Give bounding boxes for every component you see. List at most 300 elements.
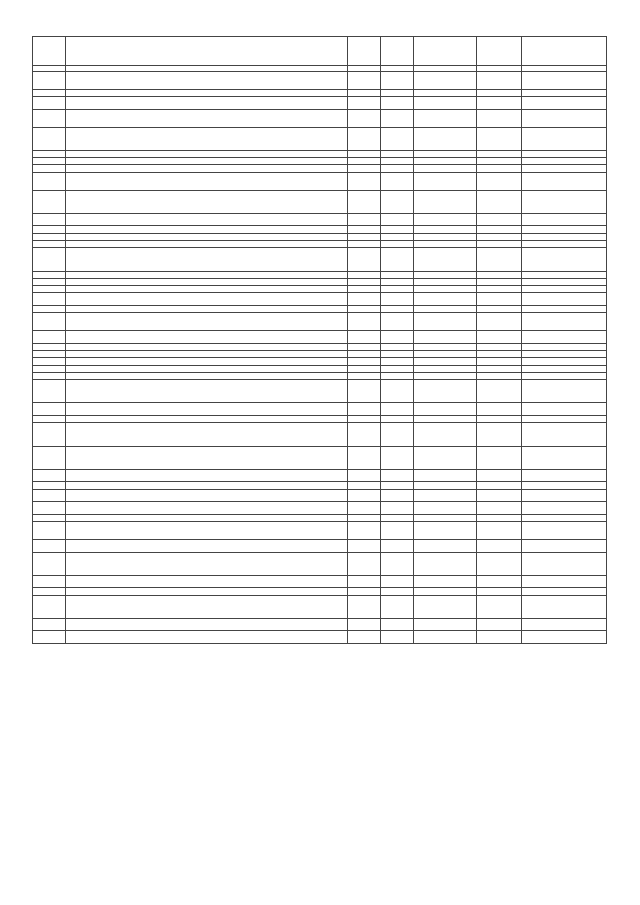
- row-name-cell: [66, 403, 348, 416]
- razdel-cell: [348, 403, 381, 416]
- razdel-cell: [348, 248, 381, 271]
- amount-cell: [522, 539, 607, 552]
- target-article-cell: [414, 127, 477, 150]
- podrazdel-cell: [381, 313, 414, 331]
- row-number-cell: [33, 482, 66, 489]
- table-row: [33, 72, 607, 90]
- table-row: [33, 351, 607, 358]
- podrazdel-cell: [381, 595, 414, 618]
- expense-type-cell: [477, 618, 522, 631]
- row-name-cell: [66, 190, 348, 213]
- row-name-cell: [66, 158, 348, 165]
- podrazdel-cell: [381, 233, 414, 240]
- table-row: [33, 226, 607, 233]
- amount-cell: [522, 241, 607, 248]
- row-name-cell: [66, 165, 348, 172]
- expense-type-cell: [477, 313, 522, 331]
- expense-type-cell: [477, 403, 522, 416]
- table-row: [33, 423, 607, 446]
- podrazdel-cell: [381, 631, 414, 644]
- row-number-cell: [33, 233, 66, 240]
- table-row: [33, 489, 607, 502]
- podrazdel-cell: [381, 502, 414, 515]
- razdel-cell: [348, 109, 381, 127]
- row-name-cell: [66, 575, 348, 588]
- table-row: [33, 313, 607, 331]
- razdel-cell: [348, 165, 381, 172]
- row-name-cell: [66, 271, 348, 278]
- target-article-cell: [414, 489, 477, 502]
- podrazdel-cell: [381, 331, 414, 344]
- podrazdel-cell: [381, 343, 414, 350]
- expense-type-cell: [477, 482, 522, 489]
- table-header-row: [33, 37, 607, 66]
- table-row: [33, 588, 607, 595]
- row-number-cell: [33, 313, 66, 331]
- row-name-cell: [66, 358, 348, 365]
- row-name-cell: [66, 241, 348, 248]
- razdel-cell: [348, 233, 381, 240]
- table-row: [33, 403, 607, 416]
- amount-cell: [522, 190, 607, 213]
- row-number-cell: [33, 539, 66, 552]
- razdel-cell: [348, 423, 381, 446]
- expense-type-cell: [477, 233, 522, 240]
- row-name-cell: [66, 351, 348, 358]
- row-name-cell: [66, 446, 348, 469]
- target-article-cell: [414, 365, 477, 372]
- expense-type-cell: [477, 213, 522, 226]
- row-number-cell: [33, 150, 66, 157]
- table-row: [33, 89, 607, 96]
- razdel-cell: [348, 271, 381, 278]
- table-row: [33, 522, 607, 540]
- amount-cell: [522, 127, 607, 150]
- amount-cell: [522, 158, 607, 165]
- expense-type-cell: [477, 293, 522, 306]
- amount-cell: [522, 165, 607, 172]
- target-article-cell: [414, 72, 477, 90]
- expense-type-cell: [477, 372, 522, 379]
- podrazdel-cell: [381, 241, 414, 248]
- row-number-cell: [33, 618, 66, 631]
- podrazdel-cell: [381, 423, 414, 446]
- row-name-cell: [66, 226, 348, 233]
- target-article-cell: [414, 514, 477, 521]
- podrazdel-cell: [381, 489, 414, 502]
- expense-type-cell: [477, 514, 522, 521]
- header-expense-type: [477, 37, 522, 66]
- razdel-cell: [348, 150, 381, 157]
- amount-cell: [522, 514, 607, 521]
- razdel-cell: [348, 89, 381, 96]
- amount-cell: [522, 618, 607, 631]
- row-number-cell: [33, 286, 66, 293]
- expense-type-cell: [477, 150, 522, 157]
- table-row: [33, 552, 607, 575]
- header-podrazdel: [381, 37, 414, 66]
- razdel-cell: [348, 97, 381, 110]
- expense-type-cell: [477, 190, 522, 213]
- amount-cell: [522, 172, 607, 190]
- razdel-cell: [348, 313, 381, 331]
- row-number-cell: [33, 248, 66, 271]
- razdel-cell: [348, 416, 381, 423]
- table-row: [33, 278, 607, 285]
- table-row: [33, 293, 607, 306]
- row-number-cell: [33, 489, 66, 502]
- razdel-cell: [348, 482, 381, 489]
- row-number-cell: [33, 89, 66, 96]
- amount-cell: [522, 575, 607, 588]
- amount-cell: [522, 278, 607, 285]
- row-number-cell: [33, 380, 66, 403]
- amount-cell: [522, 552, 607, 575]
- row-number-cell: [33, 365, 66, 372]
- razdel-cell: [348, 226, 381, 233]
- expense-type-cell: [477, 552, 522, 575]
- header-target-article: [414, 37, 477, 66]
- expense-type-cell: [477, 489, 522, 502]
- table-row: [33, 165, 607, 172]
- podrazdel-cell: [381, 72, 414, 90]
- header-razdel: [348, 37, 381, 66]
- expense-type-cell: [477, 165, 522, 172]
- expense-type-cell: [477, 89, 522, 96]
- row-number-cell: [33, 575, 66, 588]
- podrazdel-cell: [381, 213, 414, 226]
- target-article-cell: [414, 358, 477, 365]
- target-article-cell: [414, 416, 477, 423]
- podrazdel-cell: [381, 89, 414, 96]
- expense-type-cell: [477, 380, 522, 403]
- amount-cell: [522, 595, 607, 618]
- target-article-cell: [414, 403, 477, 416]
- row-number-cell: [33, 127, 66, 150]
- podrazdel-cell: [381, 97, 414, 110]
- row-number-cell: [33, 514, 66, 521]
- table-row: [33, 127, 607, 150]
- table-body: [33, 72, 607, 644]
- amount-cell: [522, 72, 607, 90]
- target-article-cell: [414, 305, 477, 312]
- amount-cell: [522, 150, 607, 157]
- expense-type-cell: [477, 97, 522, 110]
- podrazdel-cell: [381, 172, 414, 190]
- row-name-cell: [66, 248, 348, 271]
- expense-type-cell: [477, 241, 522, 248]
- row-number-cell: [33, 469, 66, 482]
- podrazdel-cell: [381, 271, 414, 278]
- razdel-cell: [348, 489, 381, 502]
- table-row: [33, 172, 607, 190]
- razdel-cell: [348, 631, 381, 644]
- table-row: [33, 631, 607, 644]
- row-number-cell: [33, 416, 66, 423]
- podrazdel-cell: [381, 416, 414, 423]
- expense-type-cell: [477, 278, 522, 285]
- row-name-cell: [66, 89, 348, 96]
- podrazdel-cell: [381, 380, 414, 403]
- razdel-cell: [348, 305, 381, 312]
- table-row: [33, 380, 607, 403]
- expense-type-cell: [477, 423, 522, 446]
- row-number-cell: [33, 372, 66, 379]
- table-row: [33, 241, 607, 248]
- target-article-cell: [414, 469, 477, 482]
- row-name-cell: [66, 489, 348, 502]
- expense-type-cell: [477, 343, 522, 350]
- row-name-cell: [66, 482, 348, 489]
- row-number-cell: [33, 190, 66, 213]
- razdel-cell: [348, 618, 381, 631]
- expense-type-cell: [477, 109, 522, 127]
- amount-cell: [522, 351, 607, 358]
- row-number-cell: [33, 403, 66, 416]
- target-article-cell: [414, 172, 477, 190]
- table-row: [33, 595, 607, 618]
- amount-cell: [522, 482, 607, 489]
- row-name-cell: [66, 233, 348, 240]
- podrazdel-cell: [381, 158, 414, 165]
- podrazdel-cell: [381, 150, 414, 157]
- target-article-cell: [414, 539, 477, 552]
- row-number-cell: [33, 97, 66, 110]
- amount-cell: [522, 380, 607, 403]
- expense-type-cell: [477, 469, 522, 482]
- expense-type-cell: [477, 575, 522, 588]
- target-article-cell: [414, 158, 477, 165]
- row-number-cell: [33, 631, 66, 644]
- amount-cell: [522, 588, 607, 595]
- row-name-cell: [66, 213, 348, 226]
- podrazdel-cell: [381, 351, 414, 358]
- row-number-cell: [33, 351, 66, 358]
- expense-type-cell: [477, 365, 522, 372]
- row-name-cell: [66, 380, 348, 403]
- podrazdel-cell: [381, 522, 414, 540]
- table-row: [33, 109, 607, 127]
- row-number-cell: [33, 109, 66, 127]
- row-name-cell: [66, 365, 348, 372]
- target-article-cell: [414, 502, 477, 515]
- amount-cell: [522, 293, 607, 306]
- table-row: [33, 358, 607, 365]
- row-name-cell: [66, 278, 348, 285]
- budget-table: [32, 36, 607, 644]
- row-name-cell: [66, 286, 348, 293]
- table-row: [33, 158, 607, 165]
- razdel-cell: [348, 213, 381, 226]
- row-name-cell: [66, 172, 348, 190]
- razdel-cell: [348, 158, 381, 165]
- row-number-cell: [33, 595, 66, 618]
- target-article-cell: [414, 165, 477, 172]
- row-number-cell: [33, 358, 66, 365]
- expense-type-cell: [477, 248, 522, 271]
- amount-cell: [522, 226, 607, 233]
- podrazdel-cell: [381, 482, 414, 489]
- podrazdel-cell: [381, 539, 414, 552]
- table-row: [33, 469, 607, 482]
- podrazdel-cell: [381, 575, 414, 588]
- amount-cell: [522, 248, 607, 271]
- razdel-cell: [348, 331, 381, 344]
- row-number-cell: [33, 278, 66, 285]
- podrazdel-cell: [381, 372, 414, 379]
- target-article-cell: [414, 522, 477, 540]
- row-name-cell: [66, 372, 348, 379]
- row-number-cell: [33, 331, 66, 344]
- row-number-cell: [33, 172, 66, 190]
- row-name-cell: [66, 552, 348, 575]
- amount-cell: [522, 446, 607, 469]
- row-name-cell: [66, 416, 348, 423]
- table-row: [33, 271, 607, 278]
- table-row: [33, 482, 607, 489]
- podrazdel-cell: [381, 552, 414, 575]
- row-name-cell: [66, 522, 348, 540]
- expense-type-cell: [477, 595, 522, 618]
- row-name-cell: [66, 595, 348, 618]
- podrazdel-cell: [381, 365, 414, 372]
- podrazdel-cell: [381, 278, 414, 285]
- document-page: [32, 36, 606, 874]
- row-name-cell: [66, 72, 348, 90]
- expense-type-cell: [477, 351, 522, 358]
- amount-cell: [522, 522, 607, 540]
- table-row: [33, 372, 607, 379]
- target-article-cell: [414, 271, 477, 278]
- table-row: [33, 502, 607, 515]
- row-number-cell: [33, 158, 66, 165]
- razdel-cell: [348, 72, 381, 90]
- target-article-cell: [414, 286, 477, 293]
- table-row: [33, 365, 607, 372]
- amount-cell: [522, 423, 607, 446]
- expense-type-cell: [477, 358, 522, 365]
- row-name-cell: [66, 109, 348, 127]
- row-number-cell: [33, 213, 66, 226]
- row-number-cell: [33, 502, 66, 515]
- expense-type-cell: [477, 588, 522, 595]
- row-number-cell: [33, 423, 66, 446]
- target-article-cell: [414, 575, 477, 588]
- row-name-cell: [66, 331, 348, 344]
- row-number-cell: [33, 552, 66, 575]
- podrazdel-cell: [381, 588, 414, 595]
- row-name-cell: [66, 127, 348, 150]
- row-number-cell: [33, 271, 66, 278]
- target-article-cell: [414, 97, 477, 110]
- table-row: [33, 150, 607, 157]
- target-article-cell: [414, 293, 477, 306]
- table-row: [33, 286, 607, 293]
- razdel-cell: [348, 522, 381, 540]
- row-name-cell: [66, 539, 348, 552]
- row-name-cell: [66, 631, 348, 644]
- amount-cell: [522, 469, 607, 482]
- razdel-cell: [348, 446, 381, 469]
- row-name-cell: [66, 618, 348, 631]
- razdel-cell: [348, 539, 381, 552]
- target-article-cell: [414, 331, 477, 344]
- amount-cell: [522, 97, 607, 110]
- razdel-cell: [348, 365, 381, 372]
- podrazdel-cell: [381, 469, 414, 482]
- amount-cell: [522, 305, 607, 312]
- expense-type-cell: [477, 271, 522, 278]
- podrazdel-cell: [381, 226, 414, 233]
- razdel-cell: [348, 514, 381, 521]
- row-number-cell: [33, 446, 66, 469]
- amount-cell: [522, 372, 607, 379]
- target-article-cell: [414, 278, 477, 285]
- row-number-cell: [33, 305, 66, 312]
- row-number-cell: [33, 226, 66, 233]
- header-amount: [522, 37, 607, 66]
- target-article-cell: [414, 372, 477, 379]
- target-article-cell: [414, 423, 477, 446]
- row-name-cell: [66, 150, 348, 157]
- podrazdel-cell: [381, 358, 414, 365]
- target-article-cell: [414, 248, 477, 271]
- razdel-cell: [348, 172, 381, 190]
- row-name-cell: [66, 502, 348, 515]
- razdel-cell: [348, 552, 381, 575]
- amount-cell: [522, 109, 607, 127]
- target-article-cell: [414, 241, 477, 248]
- expense-type-cell: [477, 226, 522, 233]
- target-article-cell: [414, 351, 477, 358]
- podrazdel-cell: [381, 127, 414, 150]
- target-article-cell: [414, 343, 477, 350]
- razdel-cell: [348, 358, 381, 365]
- row-number-cell: [33, 343, 66, 350]
- table-row: [33, 97, 607, 110]
- row-number-cell: [33, 165, 66, 172]
- razdel-cell: [348, 469, 381, 482]
- row-name-cell: [66, 588, 348, 595]
- expense-type-cell: [477, 539, 522, 552]
- podrazdel-cell: [381, 286, 414, 293]
- amount-cell: [522, 489, 607, 502]
- target-article-cell: [414, 150, 477, 157]
- target-article-cell: [414, 595, 477, 618]
- target-article-cell: [414, 631, 477, 644]
- row-number-cell: [33, 241, 66, 248]
- table-row: [33, 446, 607, 469]
- row-number-cell: [33, 588, 66, 595]
- table-row: [33, 618, 607, 631]
- table-row: [33, 233, 607, 240]
- target-article-cell: [414, 109, 477, 127]
- amount-cell: [522, 89, 607, 96]
- podrazdel-cell: [381, 109, 414, 127]
- table-row: [33, 190, 607, 213]
- podrazdel-cell: [381, 514, 414, 521]
- amount-cell: [522, 403, 607, 416]
- amount-cell: [522, 331, 607, 344]
- podrazdel-cell: [381, 190, 414, 213]
- podrazdel-cell: [381, 446, 414, 469]
- podrazdel-cell: [381, 248, 414, 271]
- target-article-cell: [414, 446, 477, 469]
- amount-cell: [522, 213, 607, 226]
- target-article-cell: [414, 588, 477, 595]
- row-number-cell: [33, 293, 66, 306]
- target-article-cell: [414, 313, 477, 331]
